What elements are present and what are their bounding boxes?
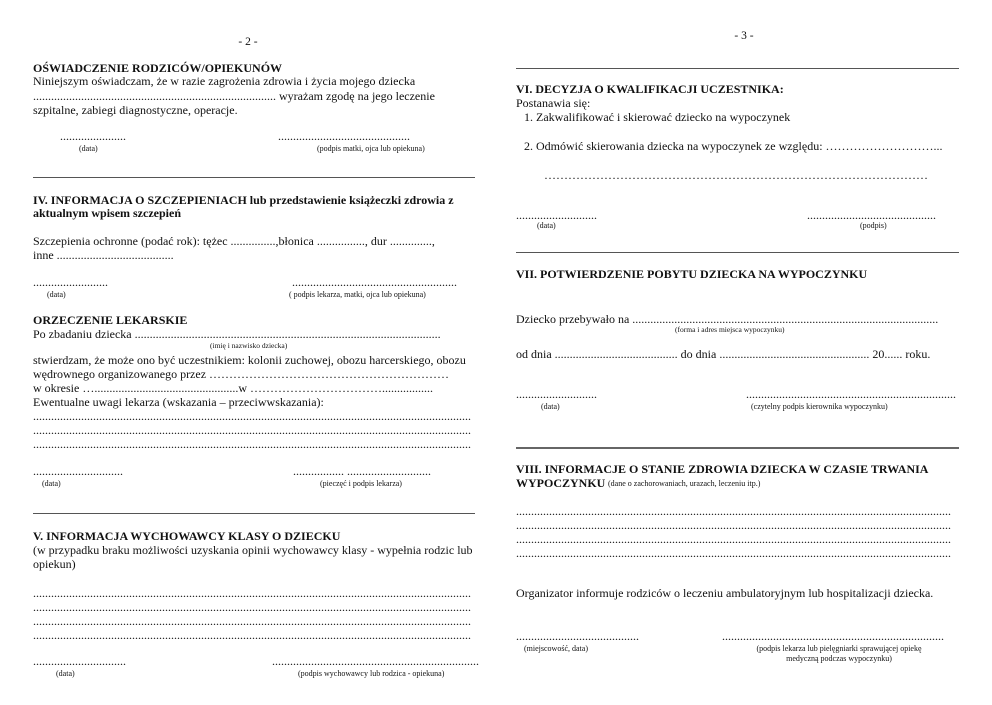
teacher-date-label: (data) xyxy=(56,669,75,678)
teacher-signature-field[interactable]: ..................................................................... xyxy=(272,654,479,668)
medical-signature-field[interactable]: ................. ............................ xyxy=(293,464,431,478)
teacher-opinion-line[interactable]: .................................................................................................................................................. xyxy=(33,600,471,614)
parents-line-3: szpitalne, zabiegi diagnostyczne, operacje. xyxy=(33,103,238,117)
health-notes-line[interactable]: ................................................................................................................................................. xyxy=(516,518,951,532)
decision-signature-field[interactable]: ........................................... xyxy=(807,208,936,222)
teacher-opinion-line[interactable]: .................................................................................................................................................. xyxy=(33,586,471,600)
health-heading-2: WYPOCZYNKU xyxy=(516,476,606,490)
vaccination-date-label: (data) xyxy=(47,290,66,299)
teacher-opinion-line[interactable]: .................................................................................................................................................. xyxy=(33,628,471,642)
decision-line-1: Postanawia się: xyxy=(516,96,591,110)
organizer-info-text: Organizator informuje rodziców o leczeniu ambulatoryjnym lub hospitalizacji dziecka. xyxy=(516,586,934,600)
divider xyxy=(516,447,959,449)
parents-signature-label: (podpis matki, ojca lub opiekuna) xyxy=(317,144,425,153)
vaccination-heading-1: IV. INFORMACJA O SZCZEPIENIACH lub przedstawienie książeczki zdrowia z xyxy=(33,193,454,207)
parents-line-2[interactable]: ................................................................................. wyrażam zgodę na jego leczenie xyxy=(33,89,435,103)
stay-dates-field[interactable]: od dnia ......................................... do dnia .................................................. 20...... roku. xyxy=(516,347,931,361)
parents-date-field[interactable]: ...................... xyxy=(60,129,126,143)
teacher-date-field[interactable]: ............................... xyxy=(33,654,126,668)
vaccination-line-2[interactable]: inne ....................................... xyxy=(33,248,174,262)
stay-date-field[interactable]: ........................... xyxy=(516,387,597,401)
teacher-line-2: opiekun) xyxy=(33,557,76,571)
teacher-signature-label: (podpis wychowawcy lub rodzica - opiekuna) xyxy=(298,669,445,678)
vaccination-signature-label: ( podpis lekarza, matki, ojca lub opiekuna) xyxy=(289,290,426,299)
divider xyxy=(33,177,475,178)
health-heading-note: (dane o zachorowaniach, urazach, leczeniu itp.) xyxy=(608,479,761,488)
health-notes-line[interactable]: ................................................................................................................................................. xyxy=(516,532,951,546)
medical-date-label: (data) xyxy=(42,479,61,488)
page-number: - 3 - xyxy=(734,30,754,42)
stay-signature-field[interactable]: ...................................................................... xyxy=(746,387,956,401)
health-place-date-field[interactable]: ......................................... xyxy=(516,629,639,643)
medical-notes-line[interactable]: .................................................................................................................................................. xyxy=(33,409,471,423)
teacher-opinion-line[interactable]: .................................................................................................................................................. xyxy=(33,614,471,628)
decision-heading: VI. DECYZJA O KWALIFIKACJI UCZESTNIKA: xyxy=(516,82,784,96)
stay-place-caption: (forma i adres miejsca wypoczynku) xyxy=(675,325,785,334)
medical-notes-line[interactable]: .................................................................................................................................................. xyxy=(33,437,471,451)
health-notes-line[interactable]: ................................................................................................................................................. xyxy=(516,504,951,518)
teacher-line-1: (w przypadku braku możliwości uzyskania opinii wychowawcy klasy - wypełnia rodzic lub xyxy=(33,543,473,557)
medical-line-5: Ewentualne uwagi lekarza (wskazania – przeciwwskazania): xyxy=(33,395,324,409)
vaccination-heading-2: aktualnym wpisem szczepień xyxy=(33,206,181,220)
parents-signature-field[interactable]: ............................................ xyxy=(278,129,410,143)
medical-notes-line[interactable]: .................................................................................................................................................. xyxy=(33,423,471,437)
decision-date-field[interactable]: ........................... xyxy=(516,208,597,222)
stay-signature-label: (czytelny podpis kierownika wypoczynku) xyxy=(751,402,888,411)
medical-line-3[interactable]: wędrownego organizowanego przez …………………………………………………… xyxy=(33,367,450,381)
decision-date-label: (data) xyxy=(537,221,556,230)
teacher-heading: V. INFORMACJA WYCHOWAWCY KLASY O DZIECKU xyxy=(33,529,341,543)
vaccination-date-field[interactable]: ......................... xyxy=(33,275,108,289)
vaccination-signature-field[interactable]: ....................................................... xyxy=(292,275,457,289)
parents-line-1: Niniejszym oświadczam, że w razie zagrożenia zdrowia i życia mojego dziecka xyxy=(33,74,416,88)
decision-option-refuse[interactable]: 2. Odmówić skierowania dziecka na wypoczynek ze względu: ………………………... xyxy=(524,139,943,153)
health-heading-1: VIII. INFORMACJE O STANIE ZDROWIA DZIECKA W CZASIE TRWANIA xyxy=(516,462,929,476)
medical-line-2: stwierdzam, że może ono być uczestnikiem: kolonii zuchowej, obozu harcerskiego, obozu xyxy=(33,353,466,367)
page-3 xyxy=(496,0,992,705)
divider xyxy=(516,68,959,69)
decision-option-qualify[interactable]: 1. Zakwalifikować i skierować dziecko na wypoczynek xyxy=(524,110,791,124)
medical-signature-label: (pieczęć i podpis lekarza) xyxy=(320,479,402,488)
decision-refuse-reason-line[interactable]: …………………………………………………………………………………… xyxy=(544,168,928,182)
parents-heading: OŚWIADCZENIE RODZICÓW/OPIEKUNÓW xyxy=(33,61,283,75)
health-signature-label-1: (podpis lekarza lub pielęgniarki sprawującej opiekę xyxy=(756,644,922,653)
health-place-date-label: (miejscowość, data) xyxy=(524,644,588,653)
decision-signature-label: (podpis) xyxy=(860,221,887,230)
divider xyxy=(516,252,959,253)
divider xyxy=(33,513,475,514)
medical-date-field[interactable]: .............................. xyxy=(33,464,123,478)
medical-child-name-caption: (imię i nazwisko dziecka) xyxy=(210,341,288,350)
medical-heading: ORZECZENIE LEKARSKIE xyxy=(33,313,188,327)
page-number: - 2 - xyxy=(238,36,258,48)
health-notes-line[interactable]: ................................................................................................................................................. xyxy=(516,546,951,560)
stay-date-label: (data) xyxy=(541,402,560,411)
vaccination-line-1[interactable]: Szczepienia ochronne (podać rok): tężec ...............,błonica ................, dur .............., xyxy=(33,234,435,248)
health-signature-field[interactable]: .......................................................................... xyxy=(722,629,944,643)
parents-date-label: (data) xyxy=(79,144,98,153)
medical-line-1[interactable]: Po zbadaniu dziecka ...................................................................................................... xyxy=(33,327,441,341)
medical-line-4[interactable]: w okresie …................................................w ……………………………................. xyxy=(33,381,433,395)
stay-place-field[interactable]: Dziecko przebywało na ...................................................................................................... xyxy=(516,312,939,326)
health-signature-label-2: medyczną podczas wypoczynku) xyxy=(786,654,892,663)
stay-heading: VII. POTWIERDZENIE POBYTU DZIECKA NA WYPOCZYNKU xyxy=(516,267,868,281)
